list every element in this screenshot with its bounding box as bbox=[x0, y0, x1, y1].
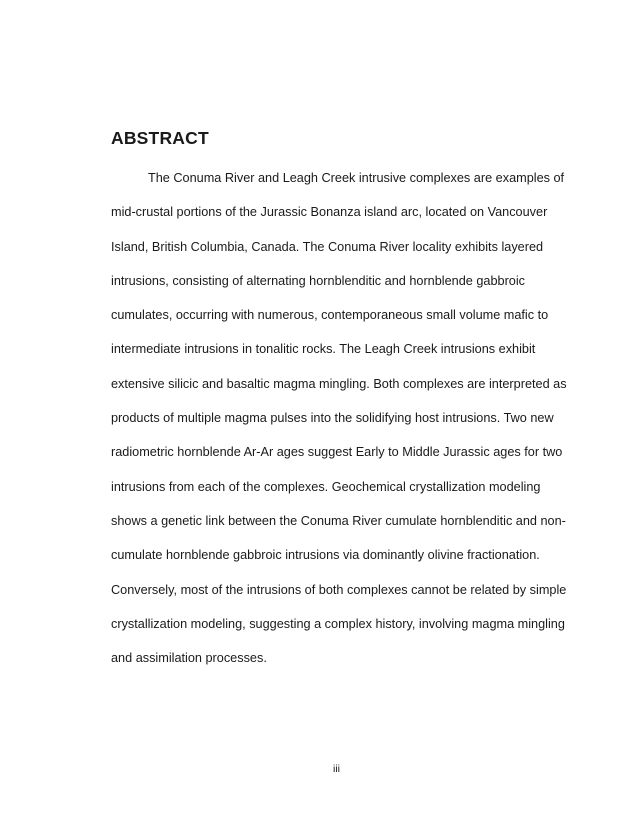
abstract-line: extensive silicic and basaltic magma mingling. Both complexes are interpreted as bbox=[111, 376, 567, 391]
abstract-heading: ABSTRACT bbox=[111, 128, 209, 148]
abstract-line: The Conuma River and Leagh Creek intrusive complexes are examples of bbox=[148, 171, 565, 185]
abstract-line: mid-crustal portions of the Jurassic Bonanza island arc, located on Vancouver bbox=[111, 205, 548, 220]
abstract-line: radiometric hornblende Ar-Ar ages suggest Early to Middle Jurassic ages for two bbox=[111, 445, 563, 460]
abstract-body bbox=[111, 168, 567, 682]
abstract-line: crystallization modeling, suggesting a complex history, involving magma mingling bbox=[111, 616, 565, 631]
page-number: iii bbox=[333, 763, 340, 775]
abstract-line: intrusions, consisting of alternating hornblenditic and hornblende gabbroic bbox=[111, 273, 526, 288]
abstract-line: cumulates, occurring with numerous, contemporaneous small volume mafic to bbox=[111, 308, 549, 323]
abstract-line: cumulate hornblende gabbroic intrusions via dominantly olivine fractionation. bbox=[111, 548, 540, 563]
abstract-line: and assimilation processes. bbox=[111, 651, 267, 666]
abstract-line: shows a genetic link between the Conuma River cumulate hornblenditic and non- bbox=[111, 513, 566, 528]
abstract-line: products of multiple magma pulses into the solidifying host intrusions. Two new bbox=[111, 411, 554, 426]
abstract-line: intermediate intrusions in tonalitic rocks. The Leagh Creek intrusions exhibit bbox=[111, 342, 536, 357]
abstract-line: Island, British Columbia, Canada. The Conuma River locality exhibits layered bbox=[111, 239, 544, 254]
abstract-line: Conversely, most of the intrusions of both complexes cannot be related by simple bbox=[111, 582, 567, 597]
abstract-line: intrusions from each of the complexes. Geochemical crystallization modeling bbox=[111, 479, 541, 494]
